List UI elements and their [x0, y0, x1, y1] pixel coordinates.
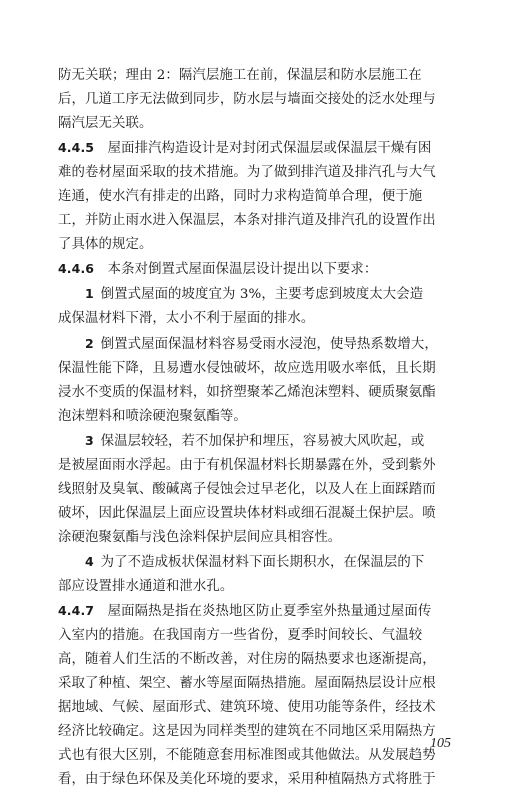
clause-number: 3 [85, 432, 94, 448]
text-line [58, 526, 473, 550]
line-text: 部应设置排水通道和泄水孔。 [58, 578, 234, 594]
clause-number: 4.4.6 [58, 261, 95, 277]
text-line [58, 381, 473, 405]
text-line [58, 332, 473, 357]
line-text: 屋面排汽构造设计是对封闭式保温层或保温层干燥有困 [107, 141, 432, 157]
line-text: 式也有很大区别，不能随意套用标准图或其他做法。从发展趋势 [58, 748, 436, 764]
text-line [58, 648, 473, 672]
line-text: 浸水不变质的保温材料，如挤塑聚苯乙烯泡沫塑料、硬质聚氨酯 [58, 384, 436, 400]
line-text: 后，几道工序无法做到同步，防水层与墙面交接处的泛水处理与 [58, 92, 436, 108]
line-text: 倒置式屋面保温材料容易受雨水浸泡，使导热系数增大， [100, 336, 438, 352]
line-text: 本条对倒置式屋面保温层设计提出以下要求： [107, 262, 378, 278]
clause-number: 2 [85, 335, 94, 351]
line-text: 高，随着人们生活的不断改善，对住房的隔热要求也逐渐提高， [58, 652, 436, 668]
text-line [58, 768, 473, 792]
line-text: 保温层较轻，若不加保护和埋压，容易被大风吹起，或 [100, 433, 425, 449]
clause-number: 4 [85, 553, 94, 569]
line-text: 成保温材料下滑，太小不利于屋面的排水。 [58, 311, 315, 327]
text-line [58, 624, 473, 648]
line-text: 泡沫塑料和喷涂硬泡聚氨酯等。 [58, 408, 247, 424]
line-text: 难的卷材屋面采取的技术措施。为了做到排汽道及排汽孔与大气 [58, 165, 436, 181]
text-line [58, 672, 473, 696]
text-line [58, 550, 473, 575]
clause-number: 4.4.5 [58, 140, 95, 156]
document-body [58, 64, 473, 792]
line-text: 屋面隔热是指在炎热地区防止夏季室外热量通过屋面传 [107, 604, 432, 620]
text-line [58, 209, 473, 233]
clause-number: 1 [85, 286, 94, 302]
text-line [58, 161, 473, 185]
text-line [58, 478, 473, 502]
text-line [58, 744, 473, 768]
line-text: 为了不造成板状保温材料下面长期积水，在保温层的下 [100, 554, 425, 570]
line-text: 入室内的措施。在我国南方一些省份，夏季时间较长、气温较 [58, 628, 423, 644]
text-line [58, 257, 473, 282]
text-line [58, 112, 473, 136]
text-line [58, 454, 473, 478]
clause-number: 4.4.7 [58, 603, 95, 619]
line-text: 倒置式屋面的坡度宜为 3%，主要考虑到坡度太大会造 [100, 287, 424, 303]
line-text: 经济比较确定。这是因为同样类型的建筑在不同地区采用隔热方 [58, 724, 436, 740]
line-text: 了具体的规定。 [58, 237, 153, 253]
line-text: 保温性能下降，且易遭水侵蚀破坏，故应选用吸水率低，且长期 [58, 360, 436, 376]
line-text: 破坏，因此保温层上面应设置块体材料或细石混凝土保护层。喷 [58, 505, 436, 521]
line-text: 工，并防止雨水进入保温层，本条对排汽道及排汽孔的设置作出 [58, 213, 436, 229]
line-text: 连通，使水汽有排走的出路，同时力求构造简单合理，便于施 [58, 189, 423, 205]
text-line [58, 599, 473, 624]
text-line [58, 357, 473, 381]
text-line [58, 307, 473, 331]
text-line [58, 575, 473, 599]
line-text: 看，由于绿色环保及美化环境的要求，采用种植隔热方式将胜于 [58, 772, 436, 788]
text-line [58, 696, 473, 720]
line-text: 涂硬泡聚氨酯与浅色涂料保护层间应具相容性。 [58, 529, 342, 545]
text-line [58, 64, 473, 88]
text-line [58, 282, 473, 307]
line-text: 线照射及臭氧、酸碱离子侵蚀会过早老化，以及人在上面踩踏而 [58, 481, 436, 497]
text-line [58, 185, 473, 209]
line-text: 防无关联；理由 2：隔汽层施工在前，保温层和防水层施工在 [58, 68, 422, 83]
text-line [58, 720, 473, 744]
text-line [58, 429, 473, 454]
page-number: 105 [430, 736, 451, 751]
text-line [58, 233, 473, 257]
line-text: 隔汽层无关联。 [58, 116, 153, 132]
text-line [58, 88, 473, 112]
line-text: 是被屋面雨水浮起。由于有机保温材料长期暴露在外，受到紫外 [58, 457, 436, 473]
text-line [58, 405, 473, 429]
text-line [58, 502, 473, 526]
text-line [58, 136, 473, 161]
line-text: 采取了种植、架空、蓄水等屋面隔热措施。屋面隔热层设计应根 [58, 676, 436, 692]
line-text: 据地域、气候、屋面形式、建筑环境、使用功能等条件，经技术 [58, 700, 436, 716]
